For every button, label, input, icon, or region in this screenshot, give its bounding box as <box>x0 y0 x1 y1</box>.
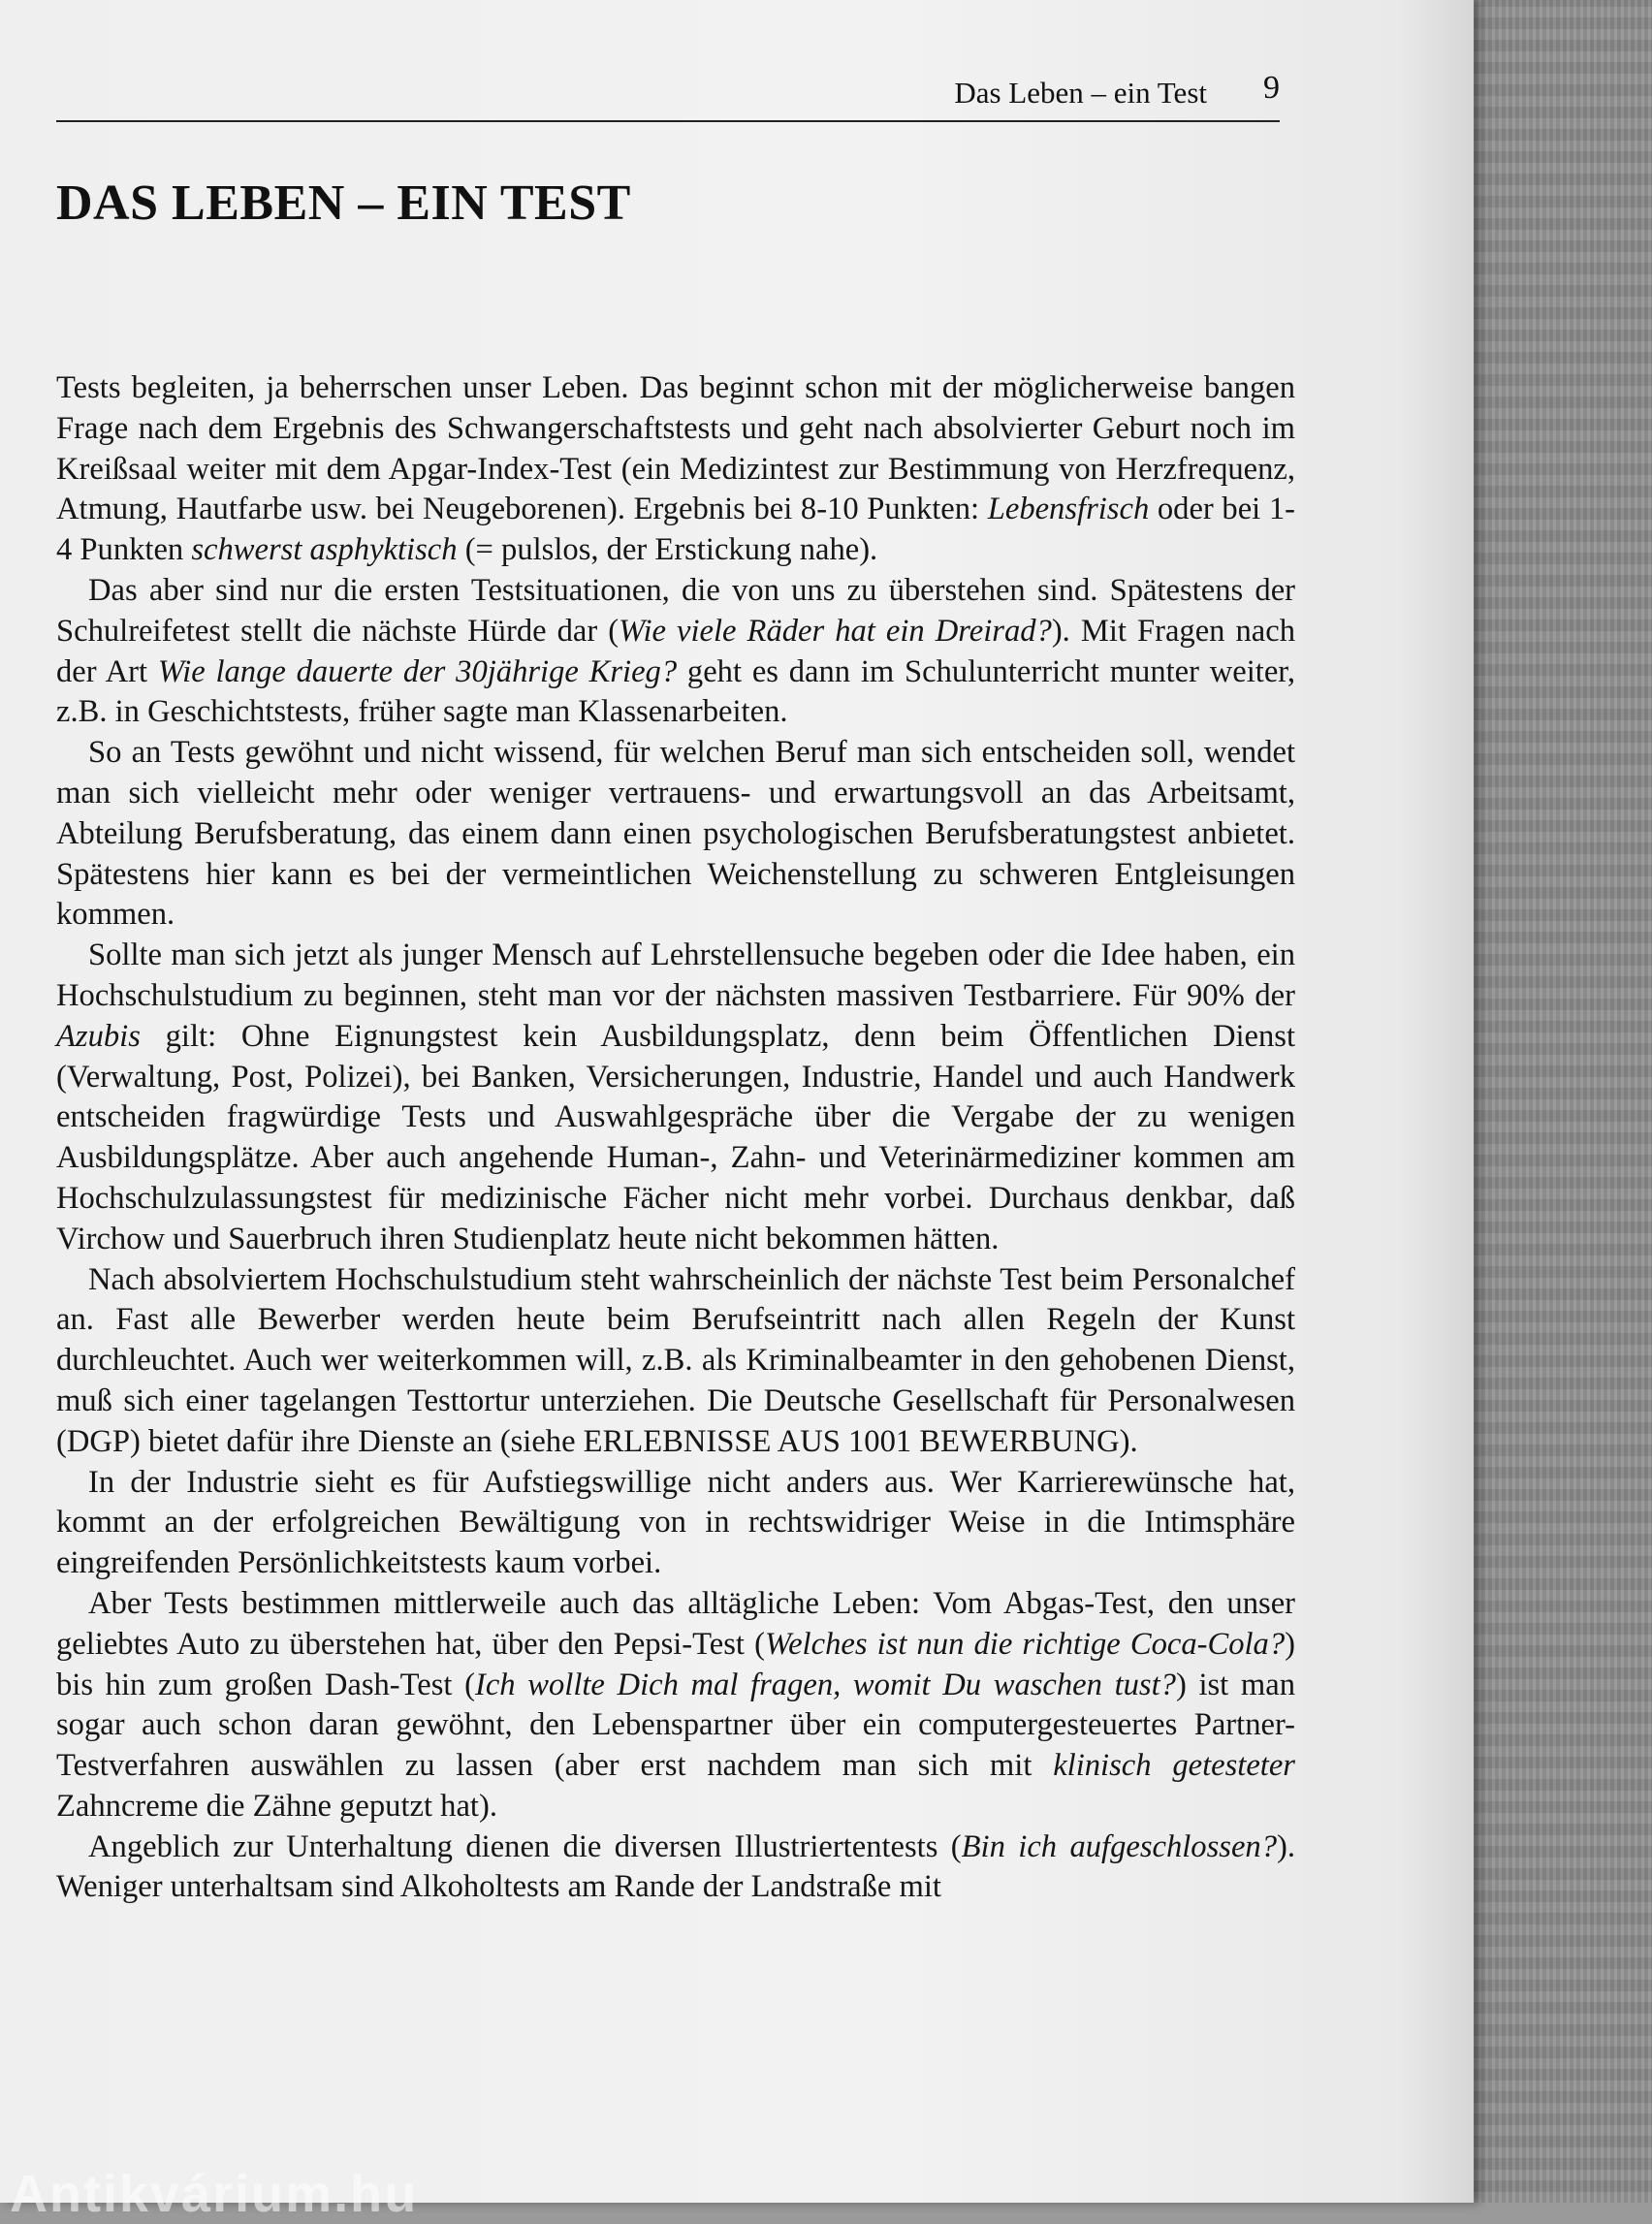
page-number: 9 <box>1263 70 1280 106</box>
text-run: Angeblich zur Unterhaltung dienen die diversen Illustriertentests ( <box>88 1828 962 1864</box>
paragraph <box>56 1463 1295 1584</box>
text-run: Nach absolviertem Hochschulstudium steht wahrscheinlich der nächste Test beim Personalchef an. Fast alle Bewerber werden heute beim Berufseintritt nach allen Regeln der Kunst durchleuchtet. Auch wer weiterkommen will, z.B. als Kriminalbeamter in den gehobenen Dienst, muß sich einer tagelangen Testtortur unterziehen. Die Deutsche Gesellschaft für Personalwesen (DGP) bietet dafür ihre Dienste an (siehe ERLEBNISSE AUS 1001 BEWERBUNG). <box>56 1261 1295 1459</box>
italic-run: Welches ist nun die richtige Coca-Cola? <box>764 1626 1286 1662</box>
italic-run: klinisch getesteter <box>1053 1748 1295 1784</box>
paragraph <box>56 571 1295 733</box>
italic-run: schwerst asphyktisch <box>191 532 458 568</box>
watermark: Antikvárium.hu <box>10 2165 419 2223</box>
italic-run: Bin ich aufgeschlossen? <box>961 1828 1277 1864</box>
italic-run: Lebensfrisch <box>987 492 1150 527</box>
paragraph <box>56 368 1295 571</box>
text-run: (= pulslos, der Erstickung nahe). <box>457 532 878 568</box>
text-run: ) ist man sogar auch schon daran gewöhnt, den Lebenspartner über ein computergesteuertes Partner-Testverfahren auswählen zu lassen (aber erst nachdem man sich mit <box>56 1667 1295 1784</box>
running-header <box>56 68 1280 122</box>
text-run: Sollte man sich jetzt als junger Mensch auf Lehrstellensuche begeben oder die Idee haben, ein Hochschulstudium zu beginnen, steht man vor der nächsten massiven Testbarriere. Für 90% der <box>56 937 1295 1013</box>
background-surface <box>1445 0 1652 2203</box>
text-run: So an Tests gewöhnt und nicht wissend, für welchen Beruf man sich entscheiden soll, wendet man sich vielleicht mehr oder weniger vertrauens- und erwartungsvoll an das Arbeitsamt, Abteilung Berufsberatung, das einem dann einen psychologischen Berufsberatungstest anbietet. Spätestens hier kann es bei der vermeintlichen Weichenstellung zu schweren Entgleisungen kommen. <box>56 735 1295 933</box>
running-title: Das Leben – ein Test <box>954 76 1207 110</box>
text-run: oder bei 1-4 Punkten <box>56 492 1295 568</box>
text-run: ) bis hin zum großen Dash-Test ( <box>56 1626 1295 1702</box>
text-run: In der Industrie sieht es für Aufstiegswillige nicht anders aus. Wer Karrierewünsche hat, kommt an der erfolgreichen Bewältigung von in rechtswidriger Weise in die Intimsphäre eingreifenden Persönlichkeitstests kaum vorbei. <box>56 1464 1295 1581</box>
italic-run: Wie lange dauerte der 30jährige Krieg? <box>157 653 678 689</box>
text-run: Zahncreme die Zähne geputzt hat). <box>56 1788 497 1824</box>
italic-run: Ich wollte Dich mal fragen, womit Du waschen tust? <box>474 1667 1176 1702</box>
text-run: ). Weniger unterhaltsam sind Alkoholtests am Rande der Landstraße mit <box>56 1828 1295 1905</box>
body-text <box>56 368 1295 1908</box>
chapter-title: DAS LEBEN – EIN TEST <box>56 175 631 231</box>
italic-run: Wie viele Räder hat ein Dreirad? <box>619 613 1052 649</box>
paragraph <box>56 1584 1295 1827</box>
text-run: Aber Tests bestimmen mittlerweile auch das alltägliche Leben: Vom Abgas-Test, den unser geliebtes Auto zu überstehen hat, über den Pepsi-Test ( <box>56 1585 1295 1662</box>
paragraph <box>56 1260 1295 1463</box>
paragraph <box>56 733 1295 936</box>
text-run: geht es dann im Schulunterricht munter weiter, z.B. in Geschichtstests, früher sagte man Klassenarbeiten. <box>56 653 1295 730</box>
text-run: Tests begleiten, ja beherrschen unser Leben. Das beginnt schon mit der möglicherweise bangen Frage nach dem Ergebnis des Schwangerschaftstests und geht nach absolvierter Geburt noch im Kreißsaal weiter mit dem Apgar-Index-Test (ein Medizintest zur Bestimmung von Herzfrequenz, Atmung, Hautfarbe usw. bei Neugeborenen). Ergebnis bei 8-10 Punkten: <box>56 370 1295 527</box>
paragraph <box>56 1827 1295 1909</box>
text-run: Das aber sind nur die ersten Testsituationen, die von uns zu überstehen sind. Spätestens der Schulreifetest stellt die nächste Hürde dar ( <box>56 572 1295 649</box>
paragraph <box>56 936 1295 1259</box>
text-run: ). Mit Fragen nach der Art <box>56 613 1295 689</box>
italic-run: Azubis <box>56 1018 141 1054</box>
text-run: gilt: Ohne Eignungstest kein Ausbildungsplatz, denn beim Öffentlichen Dienst (Verwaltung, Post, Polizei), bei Banken, Versicherungen, Industrie, Handel und auch Handwerk entscheiden fragwürdige Tests und Auswahlgespräche über die Vergabe der zu wenigen Ausbildungsplätze. Aber auch angehende Human-, Zahn- und Veterinärmediziner kommen am Hochschulzulassungstest für medizinische Fächer nicht mehr vorbei. Durchaus denkbar, daß Virchow und Sauerbruch ihren Studienplatz heute nicht bekommen hätten. <box>56 1018 1295 1256</box>
